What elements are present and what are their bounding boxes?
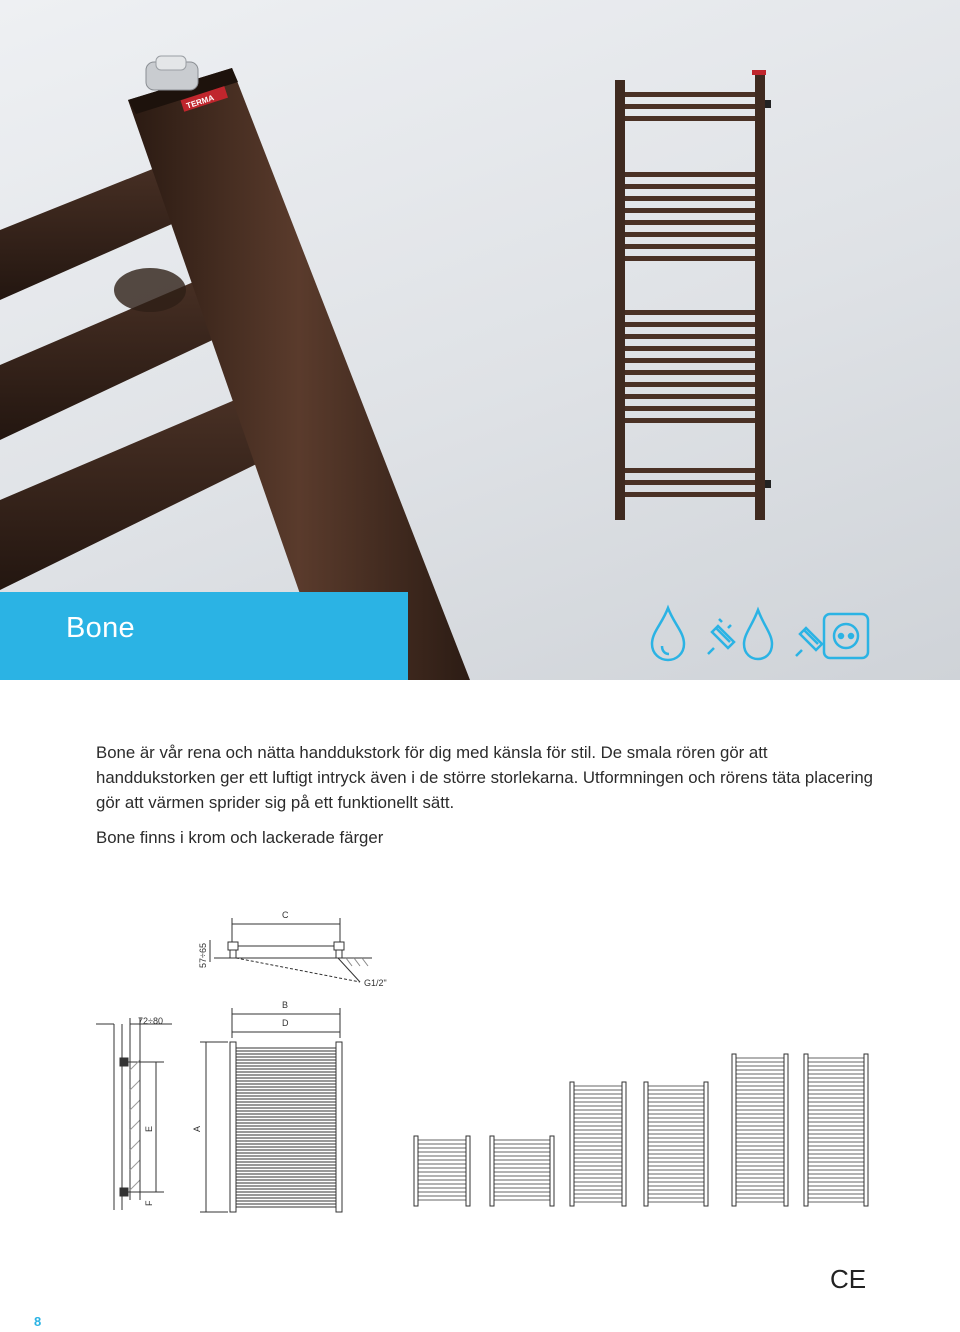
front-view-bar bbox=[236, 1048, 336, 1051]
dim-thread-label: G1/2" bbox=[364, 978, 387, 988]
front-view-bar bbox=[236, 1204, 336, 1207]
front-view-bar bbox=[236, 1192, 336, 1195]
front-view-bar bbox=[236, 1066, 336, 1069]
size-variant bbox=[644, 1082, 708, 1206]
radiator-left-rail bbox=[615, 80, 625, 520]
front-view-bar bbox=[236, 1096, 336, 1099]
size-variants bbox=[414, 1054, 868, 1206]
radiator-bar bbox=[625, 358, 755, 363]
front-view-bar bbox=[236, 1078, 336, 1081]
top-view-diagram bbox=[210, 918, 372, 982]
radiator-bar bbox=[625, 322, 755, 327]
front-view-bar bbox=[236, 1120, 336, 1123]
size-variant bbox=[804, 1054, 868, 1206]
radiator-full-view bbox=[615, 70, 771, 520]
front-view-bar bbox=[236, 1102, 336, 1105]
front-view-bar bbox=[236, 1060, 336, 1063]
ce-mark bbox=[830, 1264, 870, 1297]
front-view-bar bbox=[236, 1144, 336, 1147]
radiator-bar bbox=[625, 418, 755, 423]
front-view-bar bbox=[236, 1174, 336, 1177]
dim-wall-label: 72÷80 bbox=[138, 1016, 163, 1026]
brand-label: TERMA bbox=[185, 93, 216, 111]
description-paragraph: Bone är vår rena och nätta handdukstork för dig med känsla för stil. De smala rören gör att handdukstorken ger ett luftigt intryck även i de större storlekarna. Utformningen och rörens täta placering gör att värmen sprider sig på ett funktionellt sätt. bbox=[96, 743, 874, 812]
wall-bracket bbox=[765, 480, 771, 488]
side-view-diagram bbox=[96, 1018, 172, 1210]
size-variant bbox=[490, 1136, 554, 1206]
front-view-bar bbox=[236, 1150, 336, 1153]
radiator-bar bbox=[625, 184, 755, 189]
radiator-bar bbox=[625, 116, 755, 121]
radiator-bar bbox=[625, 104, 755, 109]
wall-bracket bbox=[765, 100, 771, 108]
radiator-right-rail bbox=[755, 74, 765, 520]
dim-c-label: C bbox=[282, 910, 289, 920]
front-view-bar bbox=[236, 1156, 336, 1159]
radiator-bar bbox=[625, 394, 755, 399]
product-title: Bone bbox=[66, 612, 135, 644]
size-variant bbox=[570, 1082, 626, 1206]
dim-f-label: F bbox=[144, 1200, 154, 1206]
front-view-bar bbox=[236, 1168, 336, 1171]
dim-depth-label: 57÷65 bbox=[198, 943, 208, 968]
front-view-bar bbox=[236, 1084, 336, 1087]
plug-and-socket-icon bbox=[796, 614, 868, 658]
radiator-bar bbox=[625, 256, 755, 261]
front-view-diagram bbox=[200, 1008, 342, 1212]
front-view-bar bbox=[236, 1162, 336, 1165]
technical-drawing bbox=[0, 900, 960, 1235]
size-variant bbox=[732, 1054, 788, 1206]
dim-a-label: A bbox=[192, 1125, 202, 1132]
description-paragraph: Bone finns i krom och lackerade färger bbox=[96, 828, 384, 847]
front-view-bar bbox=[236, 1180, 336, 1183]
radiator-bar bbox=[625, 480, 755, 485]
valve-top bbox=[156, 56, 186, 70]
feature-icons bbox=[640, 604, 880, 669]
radiator-bar bbox=[625, 382, 755, 387]
front-view-bar bbox=[236, 1054, 336, 1057]
dim-b-label: B bbox=[282, 1000, 289, 1010]
page-number: 8 bbox=[34, 1314, 42, 1329]
description bbox=[96, 740, 886, 850]
front-view-bar bbox=[236, 1186, 336, 1189]
radiator-bar bbox=[625, 92, 755, 97]
title-band bbox=[0, 592, 408, 680]
radiator-bar bbox=[625, 468, 755, 473]
front-view-bar bbox=[236, 1198, 336, 1201]
radiator-bar bbox=[625, 244, 755, 249]
water-drop-icon bbox=[652, 608, 684, 660]
front-view-bar bbox=[236, 1132, 336, 1135]
radiator-bar bbox=[625, 310, 755, 315]
front-view-bar bbox=[236, 1072, 336, 1075]
dim-d-label: D bbox=[282, 1018, 289, 1028]
radiator-bar bbox=[625, 370, 755, 375]
radiator-bar bbox=[625, 492, 755, 497]
radiator-bar bbox=[625, 346, 755, 351]
closeup-bracket bbox=[114, 268, 186, 312]
front-view-bar bbox=[236, 1108, 336, 1111]
front-view-bar bbox=[236, 1114, 336, 1117]
radiator-bar bbox=[625, 406, 755, 411]
plug-and-drop-icon bbox=[708, 610, 772, 659]
front-view-bar bbox=[236, 1090, 336, 1093]
radiator-bar bbox=[625, 220, 755, 225]
size-variant bbox=[414, 1136, 470, 1206]
dim-e-label: E bbox=[144, 1125, 154, 1132]
valve-cap-red bbox=[752, 70, 766, 75]
front-view-bar bbox=[236, 1126, 336, 1129]
radiator-bar bbox=[625, 232, 755, 237]
closeup-rail bbox=[128, 68, 470, 680]
radiator-bar bbox=[625, 196, 755, 201]
radiator-bar bbox=[625, 334, 755, 339]
front-view-bar bbox=[236, 1138, 336, 1141]
radiator-bar bbox=[625, 172, 755, 177]
radiator-bar bbox=[625, 208, 755, 213]
ce-mark-text: CE bbox=[830, 1264, 867, 1292]
